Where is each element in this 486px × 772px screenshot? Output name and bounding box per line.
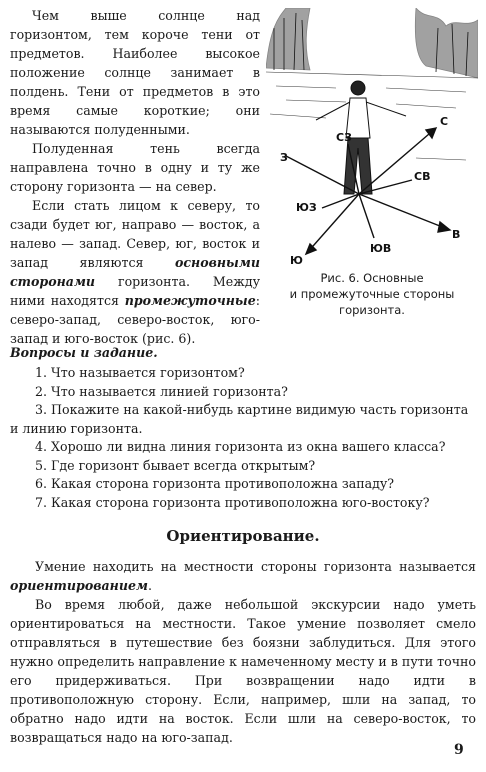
left-text-column bbox=[10, 6, 260, 348]
question-item: 4. Хорошо ли видна линия горизонта из окна вашего класса? bbox=[35, 439, 446, 454]
section-body bbox=[10, 557, 476, 747]
questions-heading: Вопросы и задание. bbox=[10, 345, 158, 360]
caption-line: горизонта. bbox=[339, 303, 405, 317]
label-south: Ю bbox=[290, 254, 303, 267]
paragraph-excursion: Во время любой, даже небольшой экскурсии надо уметь ориентироваться на местности. Такое умение позволяет смело отправляться в путешествие без боязни заблудиться. Для этого нужно определить направление к намеченному месту и в пути точно его придерживаться. При возвращении надо идти в противоположную сторону. Если, например, шли на запад, то обратно надо идти на восток. Если шли на северо-восток, то возвращаться надо на юго-запад. bbox=[10, 597, 476, 745]
question-item: 6. Какая сторона горизонта противоположна западу? bbox=[35, 476, 395, 491]
label-southwest: ЮЗ bbox=[296, 201, 317, 214]
term-main-sides: основными сторонами bbox=[10, 255, 260, 289]
paragraph-sides bbox=[10, 196, 260, 348]
label-east: В bbox=[452, 228, 461, 241]
paragraph-north: Полуденная тень всегда направлена точно в одну и ту же сторону горизонта — на север. bbox=[10, 141, 260, 194]
term-orientation: ориентированием bbox=[10, 578, 148, 593]
trees-drawing bbox=[266, 8, 478, 78]
person-figure bbox=[316, 81, 406, 194]
questions-list bbox=[10, 364, 476, 512]
figure-illustration bbox=[266, 8, 478, 270]
question-item: 7. Какая сторона горизонта противоположна юго-востоку? bbox=[35, 494, 430, 510]
caption-line: и промежуточные стороны bbox=[289, 287, 455, 301]
question-item-continuation: и линию горизонта. bbox=[10, 420, 143, 436]
text-segment: горизонта. Между ними находятся bbox=[10, 274, 260, 308]
label-north: С bbox=[440, 115, 449, 128]
question-item: 5. Где горизонт бывает всегда открытым? bbox=[35, 457, 316, 473]
text-segment: . bbox=[148, 578, 153, 593]
term-intermediate: промежуточные bbox=[124, 293, 256, 308]
text-segment: Если стать лицом к северу, то сзади будет юг, направо — восток, а налево — запад. Север, юг, восток и запад являются bbox=[10, 198, 260, 270]
paragraph-definition bbox=[10, 557, 476, 595]
label-northwest: СЗ bbox=[336, 131, 352, 144]
paragraph-noon-shadow: Чем выше солнце над горизонтом, тем короче тени от предметов. Наиболее высокое положение солнце занимает в полдень. Тени от предметов в это время самые короткие; они называются полуденными. bbox=[10, 8, 260, 137]
question-item: 3. Покажите на какой-нибудь картине видимую часть горизонта bbox=[35, 402, 469, 417]
text-segment: Умение находить на местности стороны горизонта называется bbox=[35, 559, 476, 574]
text-segment: : северо-запад, северо-восток, юго-запад и юго-восток (рис. 6). bbox=[10, 293, 260, 346]
label-northeast: СВ bbox=[414, 170, 431, 183]
section-title: Ориентирование. bbox=[166, 527, 320, 545]
label-west: З bbox=[280, 151, 288, 164]
figure-caption bbox=[268, 270, 476, 318]
question-item: 2. Что называется линией горизонта? bbox=[35, 383, 288, 399]
question-item: 1. Что называется горизонтом? bbox=[35, 365, 245, 380]
label-southeast: ЮВ bbox=[370, 242, 392, 255]
caption-line: Рис. 6. Основные bbox=[320, 271, 424, 285]
page-number: 9 bbox=[454, 742, 464, 758]
